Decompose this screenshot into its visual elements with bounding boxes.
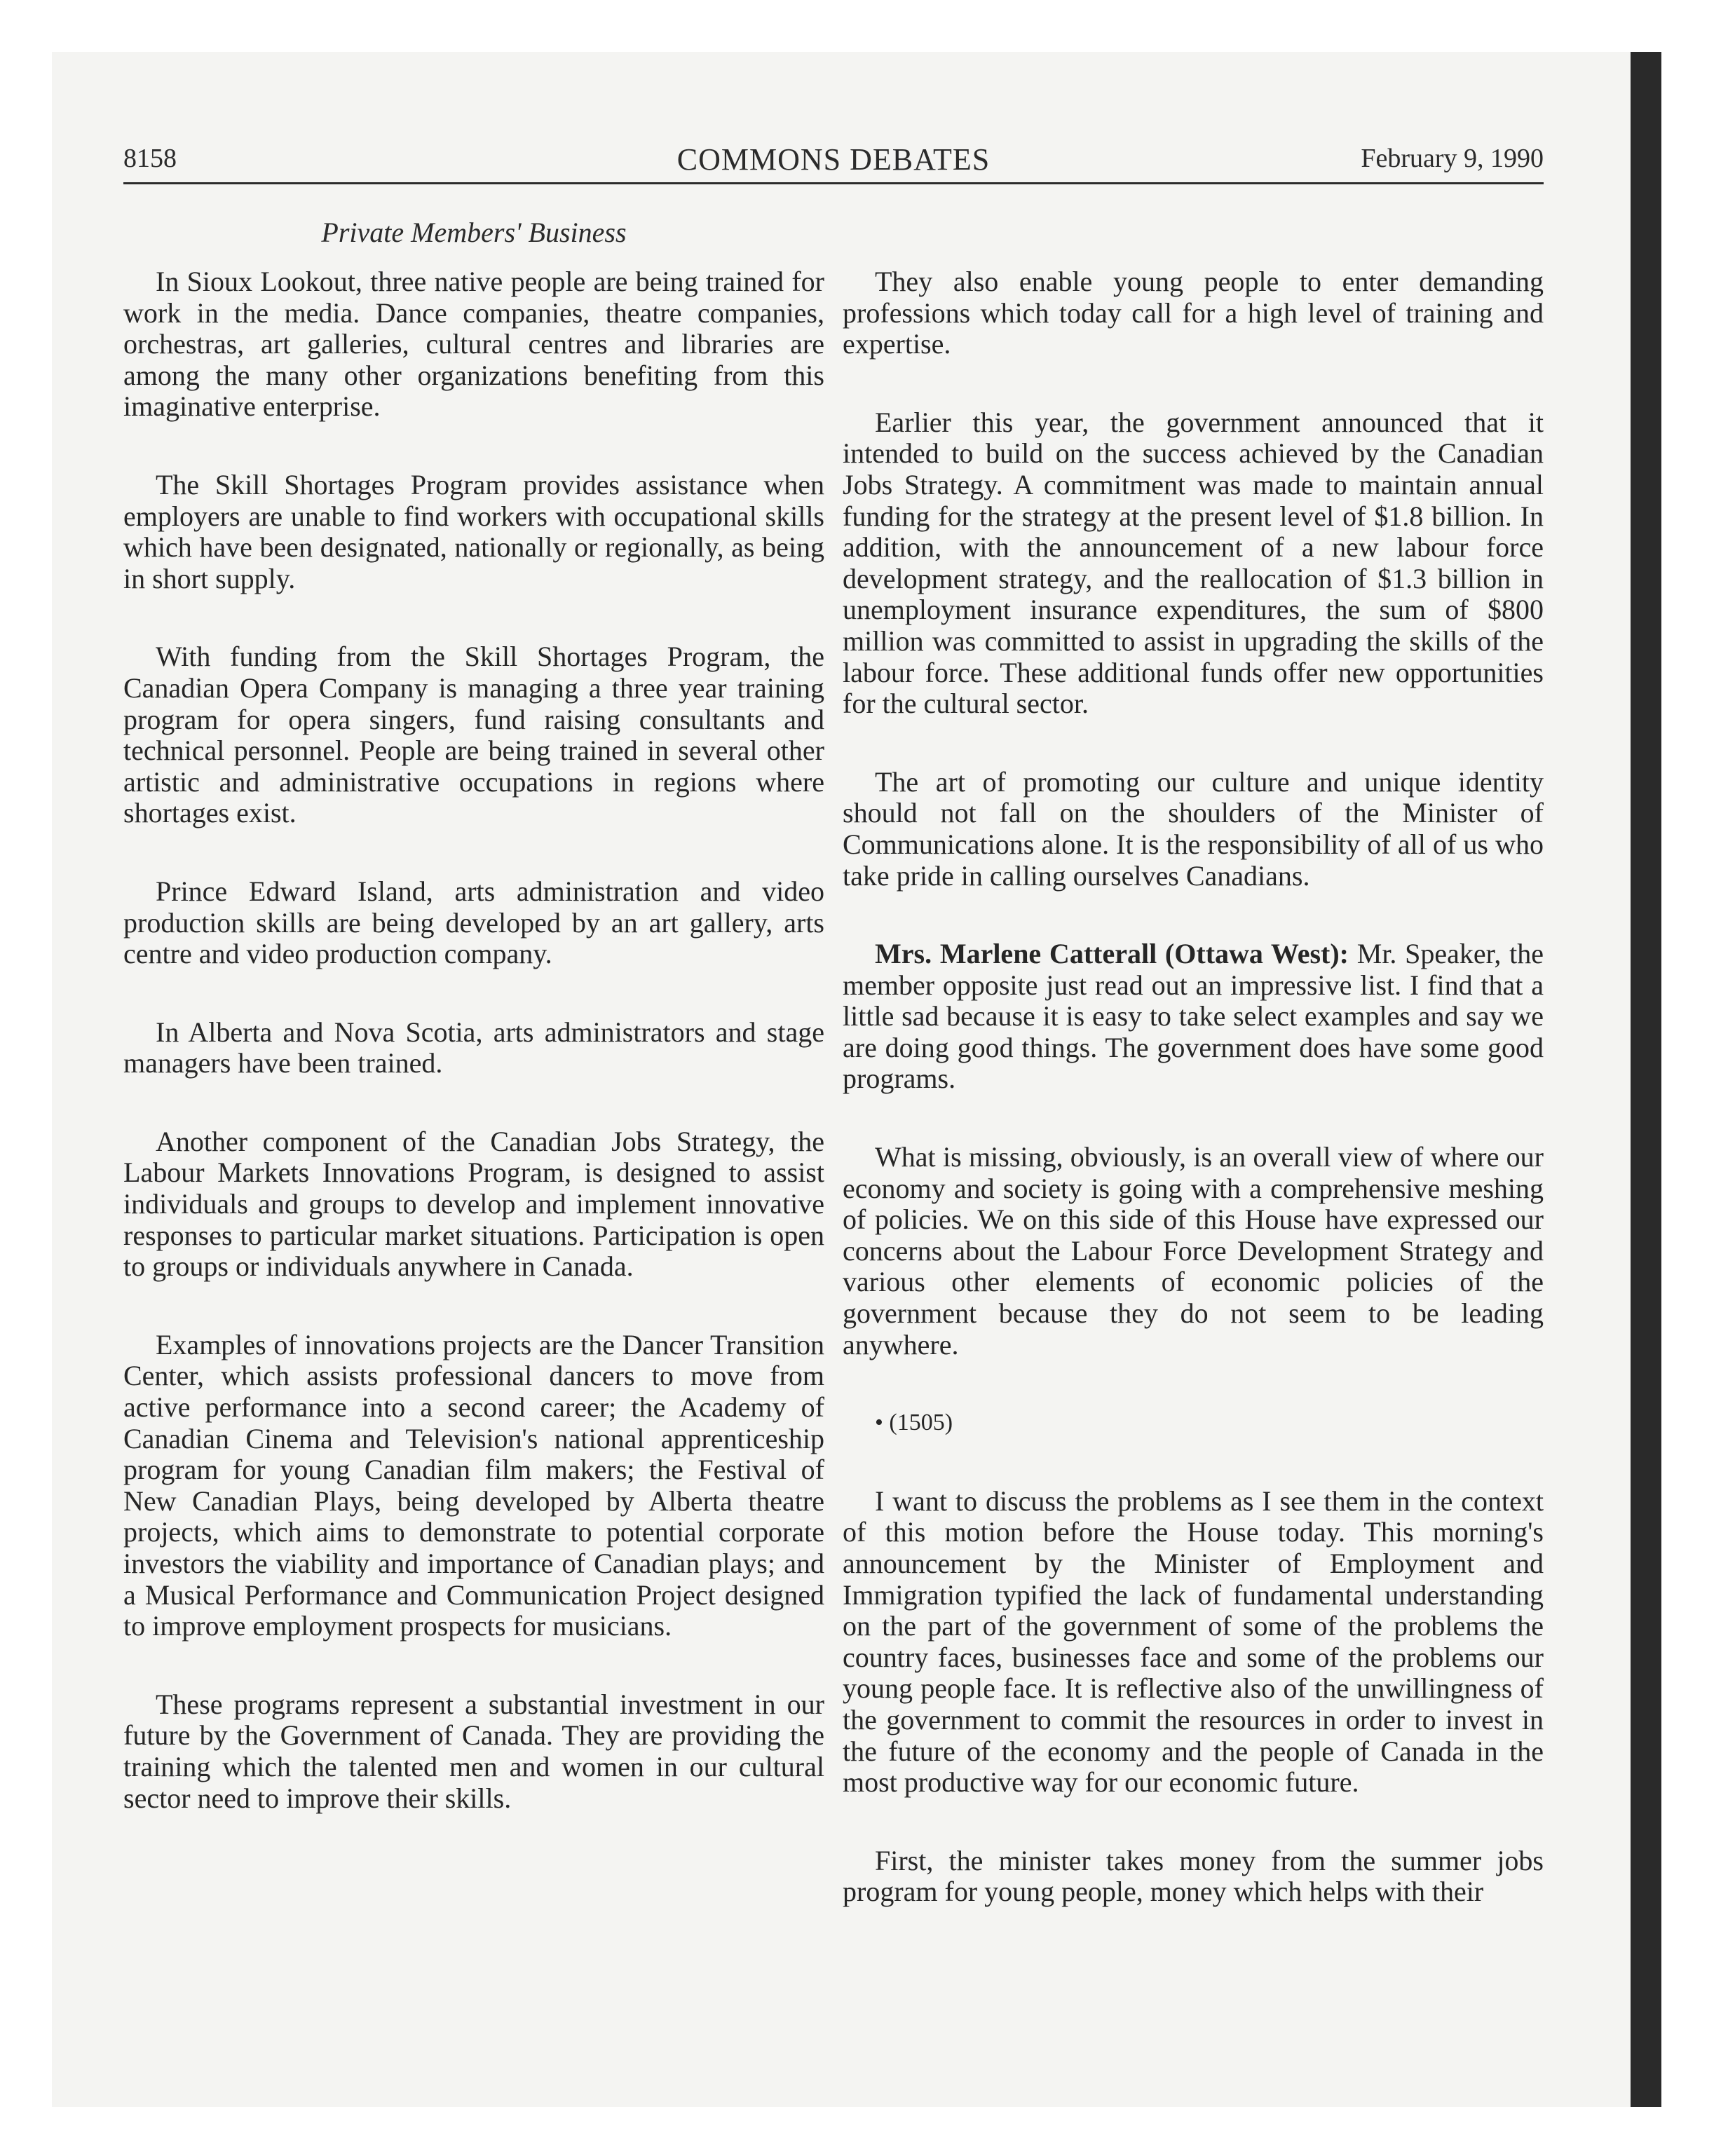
paragraph: In Sioux Lookout, three native people are being trained for work in the media. Dance companies, theatre companies, orchestras, art galleries, cultural centres and libraries are among the many other organizations benefiting from this imaginative enterprise. — [123, 266, 824, 423]
header-rule — [123, 182, 1544, 184]
left-column — [123, 266, 824, 1814]
paragraph: In Alberta and Nova Scotia, arts administrators and stage managers have been trained. — [123, 1016, 824, 1079]
paragraph: What is missing, obviously, is an overall view of where our economy and society is going with a comprehensive meshing of policies. We on this side of this House have expressed our concerns about the Labour Force Development Strategy and various other elements of economic policies of the government because they do not seem to be leading anywhere. — [843, 1141, 1544, 1360]
paragraph: I want to discuss the problems as I see them in the context of this motion before the House today. This morning's announcement by the Minister of Employment and Immigration typified the lack of fundamental understanding on the part of the government of some of the problems the country faces, businesses face and some of the problems our young people face. It is reflective also of the unwillingness of the government to commit the resources in order to invest in the future of the economy and the people of Canada in the most productive way for our economic future. — [843, 1485, 1544, 1799]
speaker-paragraph — [843, 939, 1544, 1095]
publication-title: COMMONS DEBATES — [676, 142, 991, 177]
speaker-remarks: Mr. Speaker, the member opposite just read out an impressive list. I find that a little sad because it is easy to take select examples and say we are doing good things. The government does have some good programs. — [843, 938, 1544, 1095]
paragraph: Prince Edward Island, arts administration and video production skills are being developed by an art gallery, arts centre and video production company. — [123, 875, 824, 970]
paragraph: The art of promoting our culture and unique identity should not fall on the shoulders of the Minister of Communications alone. It is the responsibility of all of us who take pride in calling ourselves Canadians. — [843, 765, 1544, 892]
paragraph: Examples of innovations projects are the Dancer Transition Center, which assists professional dancers to move from active performance into a second career; the Academy of Canadian Cinema and Television's national apprenticeship program for young Canadian film makers; the Festival of New Canadian Plays, being developed by Alberta theatre projects, which aims to demonstrate to potential corporate investors the viability and importance of Canadian plays; and a Musical Performance and Communication Project designed to improve employment prospects for musicians. — [123, 1328, 824, 1642]
page-date: February 9, 1990 — [1361, 144, 1544, 173]
right-column — [843, 266, 1544, 1908]
scan-edge-shadow — [1631, 52, 1661, 2107]
paragraph: Earlier this year, the government announced that it intended to build on the success achieved by the Canadian Jobs Strategy. A commitment was made to maintain annual funding for the strategy at the present level of $1.8 billion. In addition, with the announcement of a new labour force development strategy, and the reallocation of $1.3 billion in unemployment insurance expenditures, the sum of $800 million was committed to assist in upgrading the skills of the labour force. These additional funds offer new opportunities for the cultural sector. — [843, 406, 1544, 720]
paragraph: With funding from the Skill Shortages Program, the Canadian Opera Company is managing a three year training program for opera singers, fund raising consultants and technical personnel. People are being trained in several other artistic and administrative occupations in regions where shortages exist. — [123, 641, 824, 829]
paragraph: Another component of the Canadian Jobs Strategy, the Labour Markets Innovations Program, is designed to assist individuals and groups to develop and implement innovative responses to particular market situations. Participation is open to groups or individuals anywhere in Canada. — [123, 1125, 824, 1283]
speaker-name: Mrs. Marlene Catterall (Ottawa West): — [875, 938, 1349, 970]
section-title: Private Members' Business — [321, 217, 627, 248]
paragraph: The Skill Shortages Program provides assistance when employers are unable to find workers with occupational skills which have been designated, nationally or regionally, as being in short supply. — [123, 468, 824, 594]
paragraph: They also enable young people to enter demanding professions which today call for a high level of training and expertise. — [843, 266, 1544, 360]
page-header — [123, 143, 1544, 182]
page-number: 8158 — [123, 144, 177, 173]
time-marker: • (1505) — [875, 1410, 953, 1436]
paragraph: These programs represent a substantial investment in our future by the Government of Canada. They are providing the training which the talented men and women in our cultural sector need to improve their skills. — [123, 1688, 824, 1814]
paragraph: First, the minister takes money from the summer jobs program for young people, money which helps with their — [843, 1844, 1544, 1908]
